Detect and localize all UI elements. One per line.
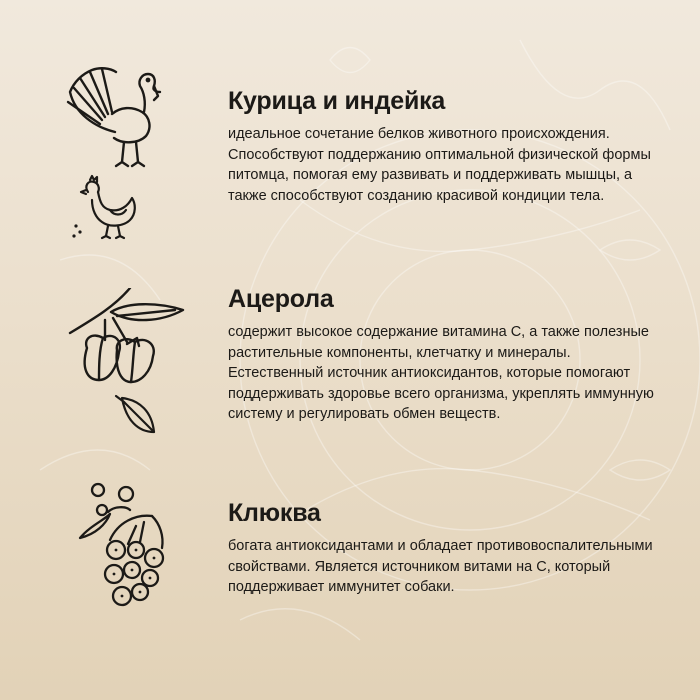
leaf-icon bbox=[112, 394, 162, 438]
acerola-icon bbox=[65, 288, 205, 398]
section-description: идеальное сочетание белков животного происхождения. Способствуют поддержанию оптимальной физической формы питомца, помогая ему развивать и поддерживать мышцы, а также способствуют созданию красивой кондиции тела. bbox=[228, 126, 651, 204]
section-title: Курица и индейка bbox=[228, 87, 446, 115]
section-title: Клюква bbox=[228, 499, 321, 527]
section-description: содержит высокое содержание витамина С, а также полезные растительные компоненты, клетчатку и минералы. Естественный источник антиоксидантов, которые помогают поддерживать здоровье всего организма, укреплять иммунную систему и регулировать обмен веществ. bbox=[228, 324, 654, 422]
section-description: богата антиоксидантами и обладает противовоспалительными свойствами. Является источником витами на С, который поддерживает иммунитет собаки. bbox=[228, 538, 653, 595]
turkey-icon bbox=[60, 62, 180, 177]
section-title: Ацерола bbox=[228, 285, 334, 313]
chicken-icon bbox=[70, 174, 150, 244]
cranberry-icon bbox=[40, 478, 170, 618]
